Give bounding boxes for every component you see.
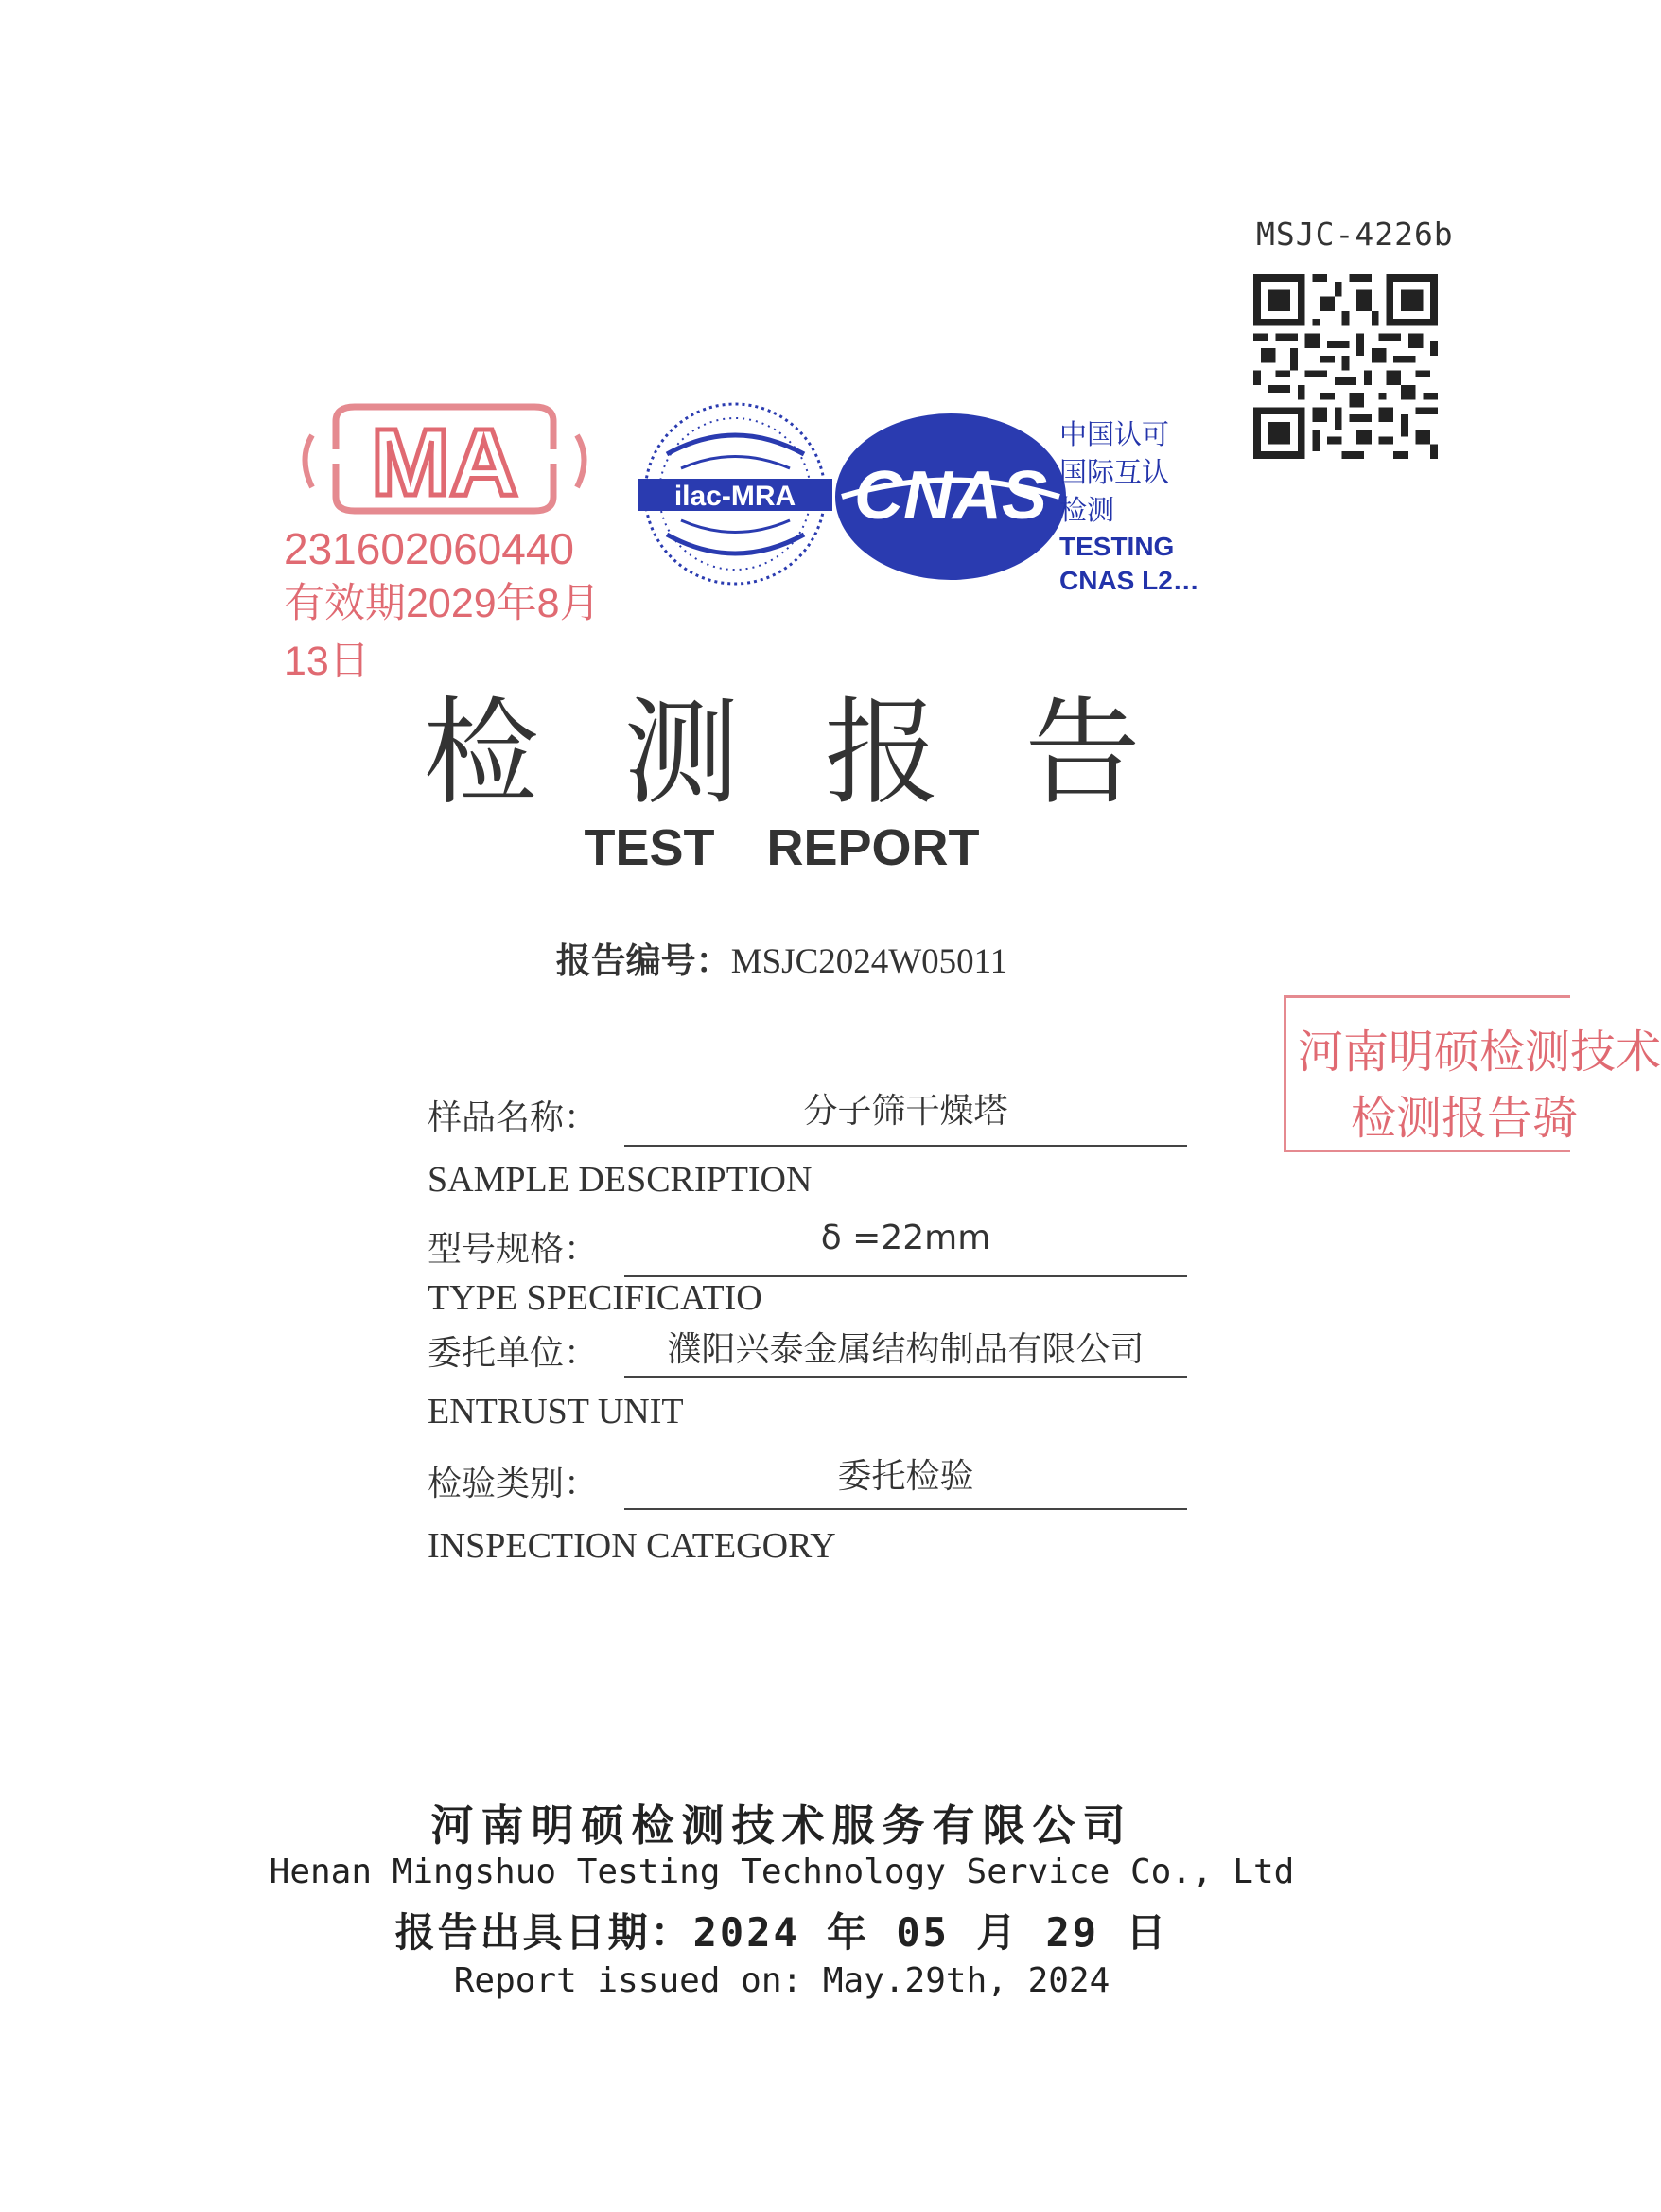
entrust-unit-value: 濮阳兴泰金属结构制品有限公司 <box>667 1330 1145 1369</box>
entrust-unit-label: 委托单位： <box>428 1334 599 1373</box>
cnas-side-text <box>1059 416 1201 598</box>
cnas-side-en: TESTING <box>1059 532 1175 561</box>
inspection-category-label-en: INSPECTION CATEGORY <box>428 1526 836 1566</box>
seam-stamp <box>1284 995 1661 1152</box>
cma-validity: 有效期2029年8月13日 <box>284 581 601 684</box>
cnas-side-line: 检测 <box>1059 496 1115 526</box>
report-number-value: MSJC2024W05011 <box>730 942 1008 981</box>
cnas-side-line: 国际互认 <box>1059 458 1170 488</box>
inspection-category-label: 检验类别： <box>428 1465 599 1503</box>
sample-name-label-en: SAMPLE DESCRIPTION <box>428 1160 813 1200</box>
cnas-logo-icon <box>832 407 1069 587</box>
company-name-en: Henan Mingshuo Testing Technology Service Co., Ltd <box>269 1852 1295 1891</box>
type-spec-value: δ =22mm <box>820 1219 991 1257</box>
report-title-en: TEST REPORT <box>584 819 980 876</box>
type-spec-label: 型号规格： <box>428 1230 599 1269</box>
type-spec-label-en: TYPE SPECIFICATIO <box>428 1278 762 1318</box>
ilac-mark: ilac-MRA <box>673 481 796 512</box>
document-code: MSJC-4226b <box>1256 216 1454 253</box>
report-number <box>0 932 1564 983</box>
entrust-unit-label-en: ENTRUST UNIT <box>428 1392 684 1431</box>
issue-date-en: Report issued on: May.29th, 2024 <box>453 1961 1110 2000</box>
qr-code-icon <box>1253 274 1438 459</box>
sample-name-underline <box>624 1145 1187 1147</box>
cnas-side-en: CNAS L2… <box>1059 566 1199 595</box>
report-number-label: 报告编号： <box>555 940 731 981</box>
cnas-mark: CNAS <box>853 458 1048 534</box>
issue-date-cn: 报告出具日期：2024 年 05 月 29 日 <box>394 1909 1169 1956</box>
seam-stamp-line2: 检测报告骑 <box>1351 1092 1579 1145</box>
cma-number: 231602060440 <box>284 524 574 573</box>
sample-name-value: 分子筛干燥塔 <box>803 1092 1008 1131</box>
sample-name-label: 样品名称： <box>428 1098 599 1137</box>
ilac-mra-icon <box>638 397 832 591</box>
seam-stamp-line1: 河南明硕检测技术 <box>1298 1026 1661 1079</box>
cnas-side-line: 中国认可 <box>1059 420 1170 450</box>
entrust-unit-underline <box>624 1376 1187 1378</box>
company-name-cn: 河南明硕检测技术服务有限公司 <box>430 1800 1133 1851</box>
cma-mark: MA <box>371 410 518 516</box>
inspection-category-value: 委托检验 <box>837 1457 974 1496</box>
inspection-category-underline <box>624 1508 1187 1510</box>
report-title-cn: 检测报告 <box>423 686 1226 820</box>
